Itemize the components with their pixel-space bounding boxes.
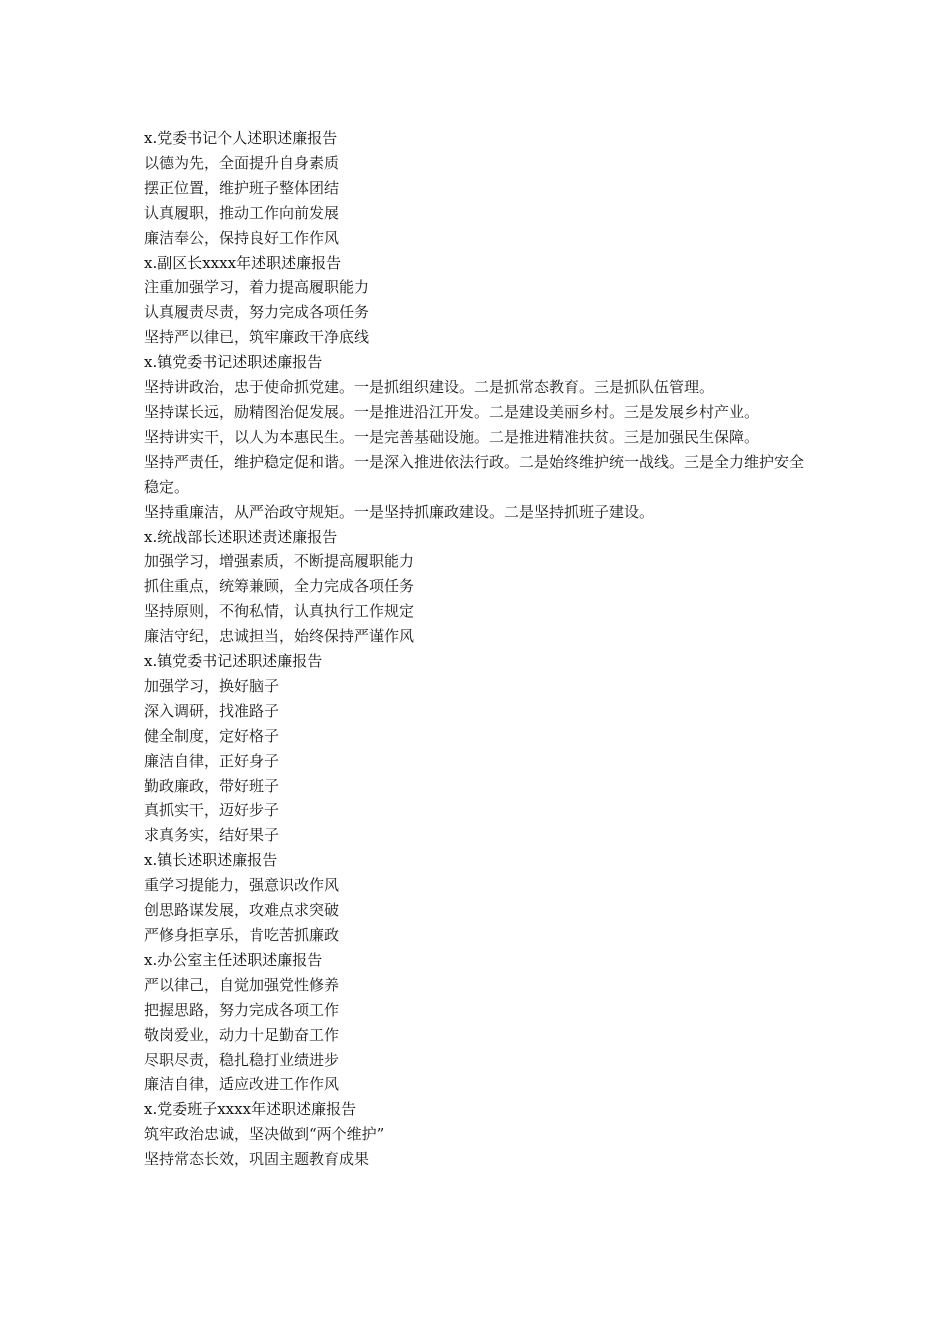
body-line: 筑牢政治忠诚，坚决做到“两个维护” <box>144 1125 385 1144</box>
body-line: 真抓实干，迈好步子 <box>144 801 280 820</box>
section-heading: x.党委书记个人述职述廉报告 <box>144 129 338 147</box>
body-line: 坚持讲政治，忠于使命抓党建。一是抓组织建设。二是抓常态教育。三是抓队伍管理。 <box>144 378 715 397</box>
body-line: 廉洁奉公，保持良好工作作风 <box>144 228 340 247</box>
body-line: 勤政廉政，带好班子 <box>144 776 280 795</box>
body-line: 坚持常态长效，巩固主题教育成果 <box>144 1150 370 1169</box>
body-line: 严以律己，自觉加强党性修养 <box>144 975 340 994</box>
section-heading: x.办公室主任述职述廉报告 <box>144 950 323 969</box>
section-heading: x.副区长xxxx年述职述廉报告 <box>144 253 342 272</box>
body-line: 坚持原则，不徇私情，认真执行工作规定 <box>144 602 415 621</box>
section-heading: x.党委班子xxxx年述职述廉报告 <box>144 1100 357 1119</box>
body-line: 健全制度，定好格子 <box>144 726 280 745</box>
body-line: 认真履责尽责，努力完成各项任务 <box>144 303 370 322</box>
section-heading: x.镇党委书记述职述廉报告 <box>144 353 323 372</box>
body-line: 廉洁自律，正好身子 <box>144 751 280 770</box>
section-heading: x.镇党委书记述职述廉报告 <box>144 652 323 671</box>
body-line: 以德为先，全面提升自身素质 <box>144 153 340 172</box>
body-line: 坚持讲实干，以人为本惠民生。一是完善基础设施。二是推进精准扶贫。三是加强民生保障。 <box>144 427 760 446</box>
body-line: 把握思路，努力完成各项工作 <box>144 1000 340 1019</box>
body-line: 抓住重点，统筹兼顾，全力完成各项任务 <box>144 577 415 596</box>
body-line: 敬岗爱业，动力十足勤奋工作 <box>144 1025 340 1044</box>
body-line: 尽职尽责，稳扎稳打业绩进步 <box>144 1050 340 1069</box>
body-line: 廉洁自律，适应改进工作作风 <box>144 1075 340 1094</box>
body-line: 廉洁守纪，忠诚担当，始终保持严谨作风 <box>144 627 415 646</box>
body-line: 摆正位置，维护班子整体团结 <box>144 178 340 197</box>
body-line: 创思路谋发展，攻难点求突破 <box>144 901 340 920</box>
body-line: 认真履职，推动工作向前发展 <box>144 203 340 222</box>
section-heading: x.统战部长述职述责述廉报告 <box>144 527 338 546</box>
body-line: 坚持谋长远，励精图治促发展。一是推进沿江开发。二是建设美丽乡村。三是发展乡村产业。 <box>144 402 760 421</box>
body-line: 加强学习，增强素质，不断提高履职能力 <box>144 552 415 571</box>
body-line: 重学习提能力，强意识改作风 <box>144 876 340 895</box>
body-line: 注重加强学习，着力提高履职能力 <box>144 278 370 297</box>
section-heading: x.镇长述职述廉报告 <box>144 851 278 870</box>
body-line: 坚持严以律已，筑牢廉政干净底线 <box>144 328 370 347</box>
body-line: 坚持严责任，维护稳定促和谐。一是深入推进依法行政。二是始终维护统一战线。三是全力维护安全稳定。 <box>144 452 805 496</box>
body-line: 加强学习，换好脑子 <box>144 676 280 695</box>
document-body <box>144 126 812 1172</box>
body-line: 求真务实，结好果子 <box>144 826 280 845</box>
body-line: 坚持重廉洁，从严治政守规矩。一是坚持抓廉政建设。二是坚持抓班子建设。 <box>144 502 655 521</box>
body-line: 严修身拒享乐，肯吃苦抓廉政 <box>144 926 340 944</box>
body-line: 深入调研，找准路子 <box>144 701 280 720</box>
